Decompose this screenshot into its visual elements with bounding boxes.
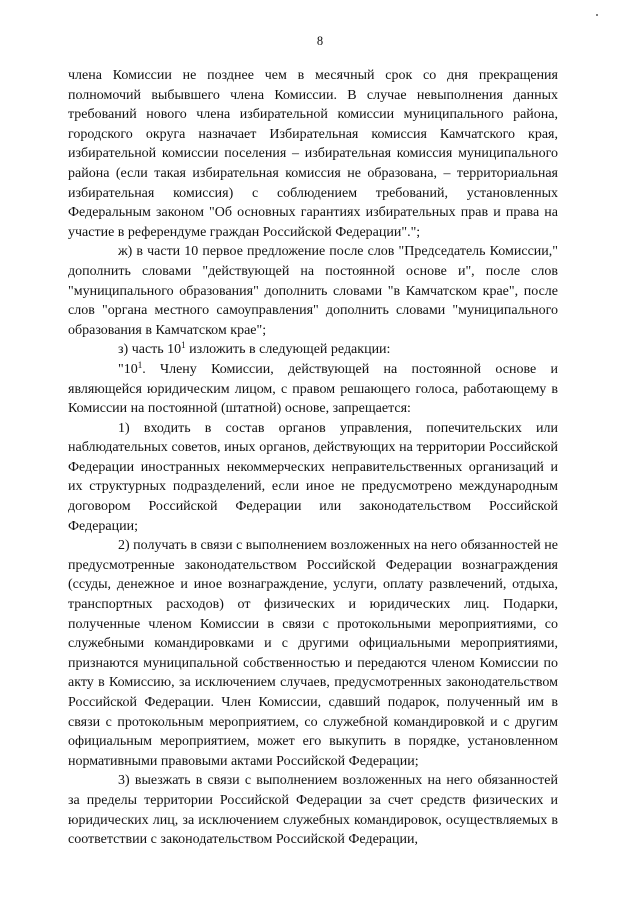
paragraph-part-10-1-pre: "10 (118, 361, 138, 377)
paragraph-part-10-1 (68, 360, 558, 419)
paragraph-continuation: члена Комиссии не позднее чем в месячный срок со дня прекращения полномочий выбывшего члена Комиссии. В случае невыполнения данных требований нового члена избирательной комиссии муниципального района, городского округа назначает Избирательная комиссия Камчатского края, избирательной комиссии поселения – избирательная комиссия муниципального района (если такая избирательная комиссия не образована, – территориальная избирательная комиссия) с соблюдением требований, установленных Федеральным законом "Об основных гарантиях избирательных прав и права на участие в референдуме граждан Российской Федерации"."; (68, 68, 558, 240)
document-body (68, 66, 558, 850)
page-number: 8 (316, 34, 324, 48)
paragraph-item-z (68, 340, 558, 360)
paragraph-item-z-post: изложить в следующей редакции: (185, 342, 391, 358)
paragraph-part-10-1-post: . Члену Комиссии, действующей на постоянной основе и являющейся юридическим лицом, с правом решающего голоса, работающему в Комиссии на постоянной (штатной) основе, запрещается: (68, 361, 558, 417)
paragraph-item-z-sup: 1 (181, 340, 186, 351)
paragraph-item-z-pre: з) часть 10 (118, 342, 182, 358)
paragraph-point-2: 2) получать в связи с выполнением возложенных на него обязанностей не предусмотренные законодательством Российской Федерации вознаграждения (ссуды, денежное и иное вознаграждение, услуги, оплату развлечений, отдыха, транспортных расходов) от физических и юридических лиц. Подарки, полученные членом Комиссии в связи с протокольными мероприятиями, со служебными командировками и с другими официальными мероприятиями, признаются муниципальной собственностью и передаются членом Комиссии по акту в Комиссию, за исключением случаев, предусмотренных законодательством Российской Федерации. Член Комиссии, сдавший подарок, полученный им в связи с протокольным мероприятием, со служебной командировкой и с другим официальным мероприятием, может его выкупить в порядке, установленном нормативными правовыми актами Российской Федерации; (68, 538, 558, 769)
paragraph-item-zh: ж) в части 10 первое предложение после слов "Председатель Комиссии," дополнить словами "действующей на постоянной основе и", после слов "муниципального образования" дополнить словами "в Камчатском крае", после слов "органа местного самоуправления" дополнить словами "муниципального образования в Камчатском крае"; (68, 244, 558, 338)
paragraph-point-1: 1) входить в состав органов управления, попечительских или наблюдательных советов, иных органов, действующих на территории Российской Федерации иностранных некоммерческих неправительственных организаций и их структурных подразделений, если иное не предусмотрено международным договором Российской Федерации или законодательством Российской Федерации; (68, 420, 558, 534)
scan-speck (596, 14, 598, 16)
paragraph-part-10-1-sup: 1 (137, 359, 143, 370)
paragraph-point-3: 3) выезжать в связи с выполнением возложенных на него обязанностей за пределы территории Российской Федерации за счет средств физических и юридических лиц, за исключением служебных командировок, осуществляемых в соответствии с законодательством Российской Федерации, (68, 773, 558, 848)
